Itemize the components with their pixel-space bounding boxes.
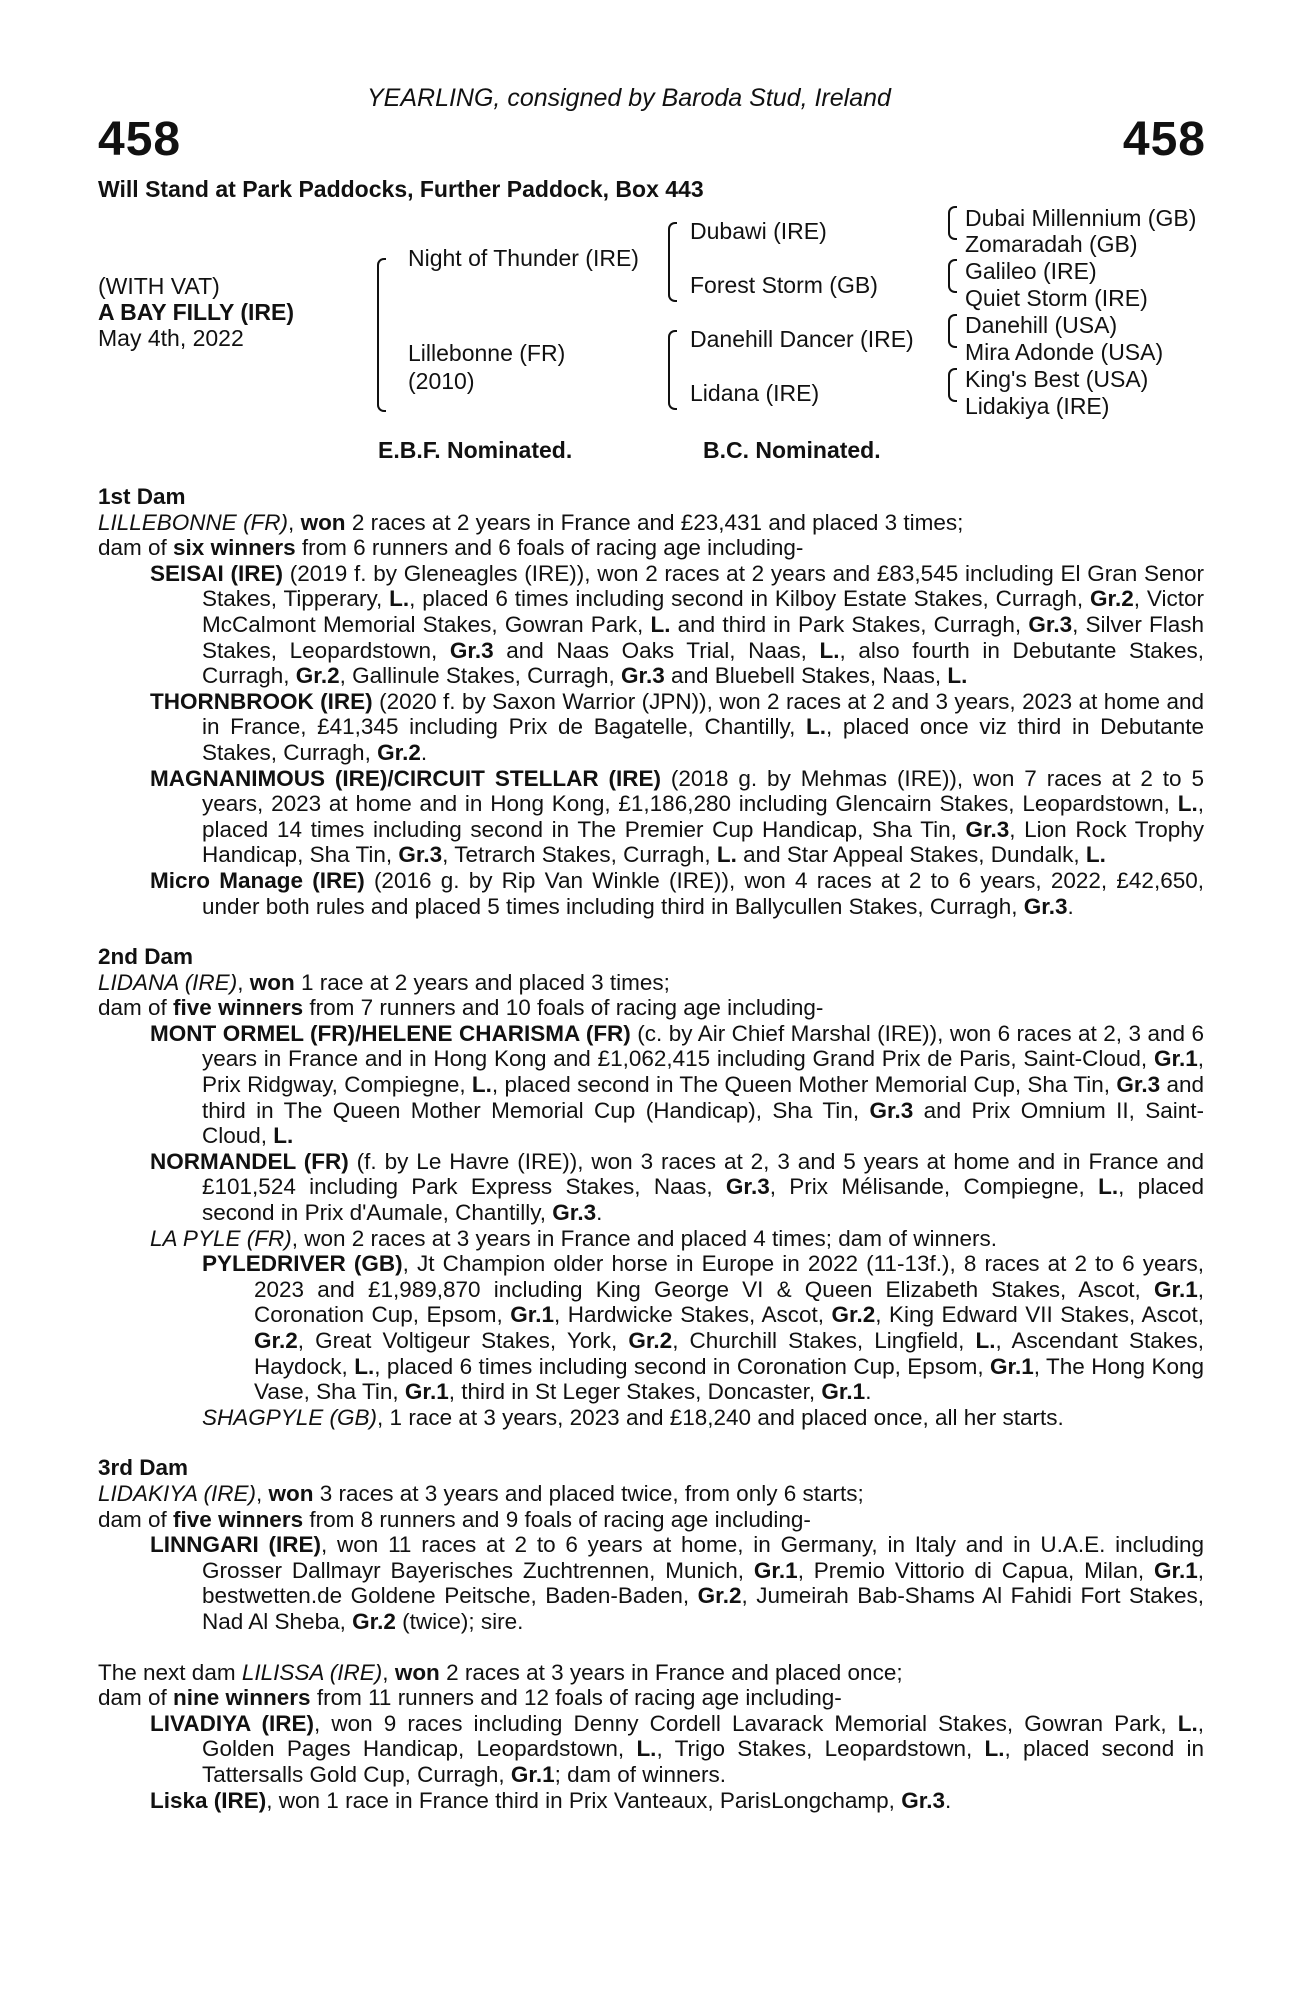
produce-entry — [150, 689, 1204, 766]
dam-name: LIDAKIYA (IRE) — [98, 1480, 256, 1506]
produce-name: LIVADIYA (IRE) — [150, 1710, 315, 1736]
dam-of-label: dam of — [98, 995, 174, 1021]
second-dam-section: 2nd Dam LIDANA (IRE), won 1 race at 2 years and placed 3 times; dam of five winners from 7 runners and 10 foals of racing age including- MONT ORMEL (FR)/HELENE CHARISMA (FR) (c. by Air Chief Marshal (IRE)), won 6 races at 2, 3 and 6 years in France and in Hong Kong and £1,062,415 including Grand Prix de Paris, Saint-Cloud, Gr.1, Prix Ridgway, Compiegne, L., placed second in The Queen Mother Memorial Cup, Sha Tin, Gr.3 and third in The Queen Mother Memorial Cup (Handicap), Sha Tin, Gr.3 and Prix Omnium II, Saint-Cloud, L. NORMANDEL (FR) (f. by Le Havre (IRE)), won 3 races at 2, 3 and 5 years at home and in France and £101,524 including Park Express Stakes, Naas, Gr.3, Prix Mélisande, Compiegne, L., placed second in Prix d'Aumale, Chantilly, Gr.3. LA PYLE (FR), won 2 races at 3 years in France and placed 4 times; dam of winners. PYLEDRIVER (GB), Jt Champion older horse in Europe in 2022 (11-13f.), 8 races at 2 to 6 years, 2023 and £1,989,870 including King George VI & Queen Elizabeth Stakes, Ascot, Gr.1, Coronation Cup, Epsom, Gr.1, Hardwicke Stakes, Ascot, Gr.2, King Edward VII Stakes, Ascot, Gr.2, Great Voltigeur Stakes, York, Gr.2, Churchill Stakes, Lingfield, L., Ascendant Stakes, Haydock, L., placed 6 times including second in Coronation Cup, Epsom, Gr.1, The Hong Kong Vase, Sha Tin, Gr.1, third in St Leger Stakes, Doncaster, Gr.1. SHAGPYLE (GB), 1 race at 3 years, 2023 and £18,240 and placed once, all her starts. — [98, 944, 1205, 1430]
produce-record: (2018 g. by Mehmas (IRE)), won 7 races at 2 to 5 years, 2023 at home and in Hong Kong, £1,186,280 including Glencairn Stakes, Leopardstown, L., placed 14 times including second in The Premier Cup Handicap, Sha Tin, Gr.3, Lion Rock Trophy Handicap, Sha Tin, Gr.3, Tetrarch Stakes, Curragh, L. and Star Appeal Stakes, Dundalk, L. — [202, 765, 1205, 868]
produce-entry — [150, 766, 1204, 868]
dam-of-rest: from 11 runners and 12 foals of racing age including- — [310, 1685, 842, 1711]
bc-nomination: B.C. Nominated. — [703, 437, 881, 463]
produce-name: MAGNANIMOUS (IRE)/CIRCUIT STELLAR (IRE) — [150, 765, 661, 791]
produce-entry — [150, 1226, 1204, 1252]
pedigree-bracket-main — [377, 258, 386, 412]
produce-record: (2019 f. by Gleneagles (IRE)), won 2 races at 2 years and £83,545 including El Gran Senor Stakes, Tipperary, L., placed 6 times including second in Kilboy Estate Stakes, Curragh, Gr.2, Victor McCalmont Memorial Stakes, Gowran Park, L. and third in Park Stakes, Curragh, Gr.3, Silver Flash Stakes, Leopardstown, Gr.3 and Naas Oaks Trial, Naas, L., also fourth in Debutante Stakes, Curragh, Gr.2, Gallinule Stakes, Curragh, Gr.3 and Bluebell Stakes, Naas, L. — [202, 560, 1205, 689]
pedigree-sire-sire: Dubawi (IRE) — [690, 218, 827, 244]
produce-entry — [150, 1021, 1204, 1149]
pedigree-bracket-dam — [668, 330, 677, 410]
won-label: won — [394, 1659, 440, 1685]
section-heading: 1st Dam — [98, 484, 186, 509]
won-label: won — [300, 509, 346, 535]
pedigree-sds: Galileo (IRE) — [965, 258, 1097, 284]
produce-record: (2020 f. by Saxon Warrior (JPN)), won 2 races at 2 and 3 years, 2023 at home and in France, £41,345 including Prix de Bagatelle, Chantilly, L., placed once viz third in Debutante Stakes, Curragh, Gr.2. — [202, 688, 1205, 765]
produce-name: PYLEDRIVER (GB) — [202, 1251, 403, 1277]
pedigree-dam-sire: Danehill Dancer (IRE) — [690, 326, 914, 352]
dam-record: 3 races at 3 years and placed twice, from only 6 starts; — [313, 1480, 864, 1506]
pedigree-bracket-ss — [948, 206, 957, 240]
dam-of-rest: from 6 runners and 6 foals of racing age including- — [295, 535, 804, 561]
dam-name: LILISSA (IRE) — [241, 1659, 383, 1685]
pedigree-dam: Lillebonne (FR) — [408, 340, 566, 366]
produce-name: LINNGARI (IRE) — [150, 1532, 322, 1558]
pedigree-ddd: Lidakiya (IRE) — [965, 393, 1110, 419]
produce-record: , won 9 races including Denny Cordell Lavarack Memorial Stakes, Gowran Park, L., Golden Pages Handicap, Leopardstown, L., Trigo Stakes, Leopardstown, L., placed second in Tattersalls Gold Cup, Curragh, Gr.1; dam of winners. — [202, 1710, 1205, 1787]
produce-entry — [150, 1788, 1204, 1814]
pedigree-dam-dam: Lidana (IRE) — [690, 380, 820, 406]
pedigree-dsd: Mira Adonde (USA) — [965, 339, 1164, 365]
winners-count: five winners — [173, 995, 304, 1021]
produce-entry — [150, 1532, 1204, 1634]
pedigree-sss: Dubai Millennium (GB) — [965, 205, 1197, 231]
section-heading: 2nd Dam — [98, 944, 194, 970]
winners-count: six winners — [173, 535, 296, 561]
winners-count: nine winners — [173, 1685, 311, 1711]
third-dam-section: 3rd Dam LIDAKIYA (IRE), won 3 races at 3 years and placed twice, from only 6 starts; dam of five winners from 8 runners and 9 foals of racing age including- LINNGARI (IRE), won 11 races at 2 to 6 years at home, in Germany, in Italy and in U.A.E. including Grosser Dallmayr Bayerisches Zuchtrennen, Munich, Gr.1, Premio Vittorio di Capua, Milan, Gr.1, bestwetten.de Goldene Peitsche, Baden-Baden, Gr.2, Jumeirah Bab-Shams Al Fahidi Fort Stakes, Nad Al Sheba, Gr.2 (twice); sire. — [98, 1455, 1205, 1634]
produce-name: SEISAI (IRE) — [150, 560, 283, 586]
foaling-date: May 4th, 2022 — [98, 325, 244, 351]
dam-record: 2 races at 2 years in France and £23,431 and placed 3 times; — [345, 509, 964, 535]
pedigree-sdd: Quiet Storm (IRE) — [965, 285, 1148, 311]
produce-record: , won 1 race in France third in Prix Vanteaux, ParisLongchamp, Gr.3. — [266, 1787, 952, 1813]
pedigree-bracket-sd — [948, 259, 957, 293]
produce-name: THORNBROOK (IRE) — [150, 688, 373, 714]
pedigree-sire: Night of Thunder (IRE) — [408, 245, 639, 271]
ebf-nomination: E.B.F. Nominated. — [378, 437, 573, 463]
dam-of-label: dam of — [98, 1685, 174, 1711]
pedigree-sire-dam: Forest Storm (GB) — [690, 272, 878, 298]
produce-name: LA PYLE (FR) — [150, 1225, 292, 1251]
pedigree-bracket-ds — [948, 314, 957, 348]
produce-entry — [150, 561, 1204, 689]
dam-name: LIDANA (IRE) — [98, 969, 238, 995]
produce-name: SHAGPYLE (GB) — [202, 1404, 378, 1430]
pedigree-dam-year: (2010) — [408, 368, 475, 394]
stand-location: Will Stand at Park Paddocks, Further Paddock, Box 443 — [98, 176, 704, 202]
pedigree-dds: King's Best (USA) — [965, 366, 1149, 392]
horse-name: A BAY FILLY (IRE) — [98, 299, 294, 325]
produce-record: (2016 g. by Rip Van Winkle (IRE)), won 4 races at 2 to 6 years, 2022, £42,650, under both rules and placed 5 times including third in Ballycullen Stakes, Curragh, Gr.3. — [202, 867, 1204, 919]
produce-record: (c. by Air Chief Marshal (IRE)), won 6 races at 2, 3 and 6 years in France and in Hong Kong and £1,062,415 including Grand Prix de Paris, Saint-Cloud, Gr.1, Prix Ridgway, Compiegne, L., placed second in The Queen Mother Memorial Cup, Sha Tin, Gr.3 and third in The Queen Mother Memorial Cup (Handicap), Sha Tin, Gr.3 and Prix Omnium II, Saint-Cloud, L. — [202, 1020, 1205, 1149]
produce-entry — [150, 1711, 1204, 1788]
lot-number-right: 458 — [1122, 113, 1206, 166]
won-label: won — [268, 1480, 314, 1506]
dam-record: 1 race at 2 years and placed 3 times; — [294, 969, 670, 995]
vat-note: (WITH VAT) — [98, 273, 220, 299]
pedigree-bracket-sire — [668, 222, 677, 302]
dam-name: LILLEBONNE (FR) — [98, 509, 289, 535]
won-label: won — [249, 969, 295, 995]
produce-entry — [202, 1251, 1204, 1405]
pedigree-dss: Danehill (USA) — [965, 312, 1118, 338]
produce-record: , 1 race at 3 years, 2023 and £18,240 and placed once, all her starts. — [377, 1404, 1064, 1430]
first-dam-section: 1st Dam LILLEBONNE (FR), won 2 races at 2 years in France and £23,431 and placed 3 times; dam of six winners from 6 runners and 6 foals of racing age including- SEISAI (IRE) (2019 f. by Gleneagles (IRE)), won 2 races at 2 years and £83,545 including El Gran Senor Stakes, Tipperary, L., placed 6 times including second in Kilboy Estate Stakes, Curragh, Gr.2, Victor McCalmont Memorial Stakes, Gowran Park, L. and third in Park Stakes, Curragh, Gr.3, Silver Flash Stakes, Leopardstown, Gr.3 and Naas Oaks Trial, Naas, L., also fourth in Debutante Stakes, Curragh, Gr.2, Gallinule Stakes, Curragh, Gr.3 and Bluebell Stakes, Naas, L. THORNBROOK (IRE) (2020 f. by Saxon Warrior (JPN)), won 2 races at 2 and 3 years, 2023 at home and in France, £41,345 including Prix de Bagatelle, Chantilly, L., placed once viz third in Debutante Stakes, Curragh, Gr.2. MAGNANIMOUS (IRE)/CIRCUIT STELLAR (IRE) (2018 g. by Mehmas (IRE)), won 7 races at 2 to 5 years, 2023 at home and in Hong Kong, £1,186,280 including Glencairn Stakes, Leopardstown, L., placed 14 times including second in The Premier Cup Handicap, Sha Tin, Gr.3, Lion Rock Trophy Handicap, Sha Tin, Gr.3, Tetrarch Stakes, Curragh, L. and Star Appeal Stakes, Dundalk, L. Micro Manage (IRE) (2016 g. by Rip Van Winkle (IRE)), won 4 races at 2 to 6 years, 2022, £42,650, under both rules and placed 5 times including third in Ballycullen Stakes, Curragh, Gr.3. — [98, 484, 1205, 919]
produce-record: (f. by Le Havre (IRE)), won 3 races at 2, 3 and 5 years at home and in France and £101,524 including Park Express Stakes, Naas, Gr.3, Prix Mélisande, Compiegne, L., placed second in Prix d'Aumale, Chantilly, Gr.3. — [202, 1148, 1204, 1226]
dam-of-rest: from 7 runners and 10 foals of racing age including- — [303, 995, 824, 1021]
dam-record: 2 races at 3 years in France and placed once; — [439, 1659, 903, 1685]
catalogue-body — [98, 484, 1204, 1813]
produce-entry — [150, 868, 1204, 919]
produce-record: , won 11 races at 2 to 6 years at home, in Germany, in Italy and in U.A.E. including Grosser Dallmayr Bayerisches Zuchtrennen, Munich, Gr.1, Premio Vittorio di Capua, Milan, Gr.1, bestwetten.de Goldene Peitsche, Baden-Baden, Gr.2, Jumeirah Bab-Shams Al Fahidi Fort Stakes, Nad Al Sheba, Gr.2 (twice); sire. — [202, 1532, 1205, 1634]
produce-entry — [202, 1405, 1204, 1431]
consignment-line: YEARLING, consigned by Baroda Stud, Ireland — [367, 84, 891, 112]
pedigree-bracket-dd — [948, 368, 957, 402]
produce-name: Liska (IRE) — [150, 1787, 267, 1813]
produce-record: , won 2 races at 3 years in France and placed 4 times; dam of winners. — [291, 1225, 998, 1251]
dam-of-label: dam of — [98, 1506, 174, 1532]
produce-name: Micro Manage (IRE) — [150, 867, 365, 893]
dam-of-rest: from 8 runners and 9 foals of racing age including- — [303, 1506, 811, 1532]
section-heading: 3rd Dam — [98, 1455, 189, 1481]
produce-name: NORMANDEL (FR) — [150, 1148, 349, 1174]
next-dam-section: The next dam LILISSA (IRE), won 2 races at 3 years in France and placed once; dam of nine winners from 11 runners and 12 foals of racing age including- LIVADIYA (IRE), won 9 races including Denny Cordell Lavarack Memorial Stakes, Gowran Park, L., Golden Pages Handicap, Leopardstown, L., Trigo Stakes, Leopardstown, L., placed second in Tattersalls Gold Cup, Curragh, Gr.1; dam of winners. Liska (IRE), won 1 race in France third in Prix Vanteaux, ParisLongchamp, Gr.3. — [98, 1659, 1205, 1813]
winners-count: five winners — [173, 1506, 304, 1532]
produce-entry — [150, 1149, 1204, 1226]
produce-name: MONT ORMEL (FR)/HELENE CHARISMA (FR) — [150, 1020, 631, 1046]
produce-record: , Jt Champion older horse in Europe in 2022 (11-13f.), 8 races at 2 to 6 years, 2023 and £1,989,870 including King George VI & Queen Elizabeth Stakes, Ascot, Gr.1, Coronation Cup, Epsom, Gr.1, Hardwicke Stakes, Ascot, Gr.2, King Edward VII Stakes, Ascot, Gr.2, Great Voltigeur Stakes, York, Gr.2, Churchill Stakes, Lingfield, L., Ascendant Stakes, Haydock, L., placed 6 times including second in Coronation Cup, Epsom, Gr.1, The Hong Kong Vase, Sha Tin, Gr.1, third in St Leger Stakes, Doncaster, Gr.1. — [254, 1251, 1205, 1405]
pedigree-ssd: Zomaradah (GB) — [965, 231, 1138, 257]
lot-number-left: 458 — [98, 113, 182, 166]
dam-of-label: dam of — [98, 535, 174, 561]
next-dam-prefix: The next dam — [98, 1659, 242, 1685]
